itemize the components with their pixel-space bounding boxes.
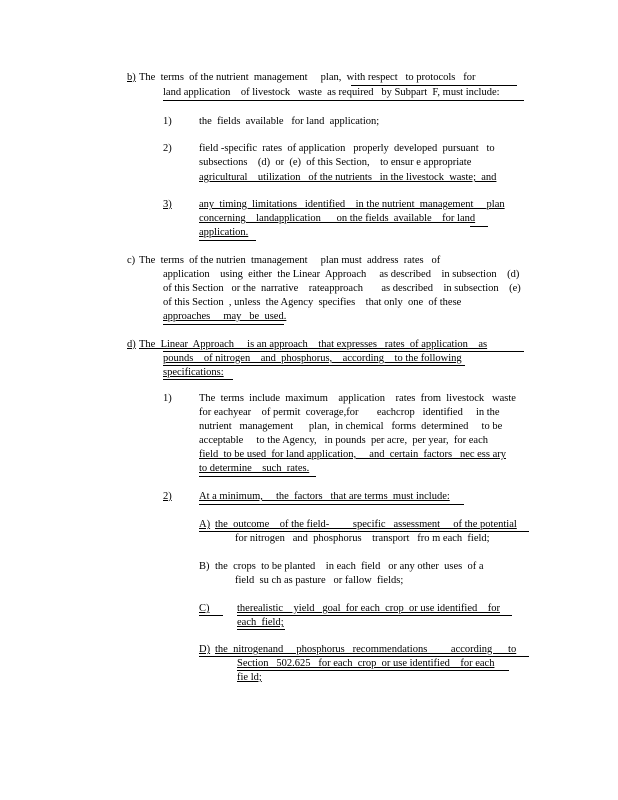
section-b-line-1: The terms of the nutrient management plan, with respect to protocols for <box>139 72 476 83</box>
section-d-item-1-line-1: The terms include maximum application rates from livestock waste <box>199 393 516 404</box>
underline <box>163 100 524 101</box>
subitem-c-line-1: therealistic yield goal for each crop or use identified for <box>237 603 500 614</box>
section-d-item-1-line-3: nutrient management plan, in chemical forms determined to be <box>199 421 503 432</box>
section-d-item-2-lead: At a minimum, the factors that are terms must include: <box>199 491 450 502</box>
underline <box>199 504 464 505</box>
section-b-item-3-line-2: concerning landapplication on the fields available for land <box>199 213 476 224</box>
subitem-a-line-1: the outcome of the field- specific assessment of the potential <box>215 519 517 530</box>
underline <box>237 670 509 671</box>
subitem-b-line-2: field su ch as pasture or fallow fields; <box>235 575 404 586</box>
section-b-item-3-line-3: application. <box>199 227 249 238</box>
section-c-line-1: The terms of the nutrien tmanagement plan must address rates of <box>139 255 441 266</box>
subitem-b-label: B) <box>199 561 210 572</box>
subitem-c-label: C) <box>199 603 210 614</box>
section-d-line-3: specifications: <box>163 367 224 378</box>
section-d-item-2-num: 2) <box>163 491 172 502</box>
section-c-line-4: of this Section , unless the Agency specifies that only one of these <box>163 297 462 308</box>
section-b-item-2-num: 2) <box>163 143 172 154</box>
section-c-line-5: approaches may be used. <box>163 311 287 322</box>
section-b-item-2-line-3: agricultural utilization of the nutrients in the livestock waste; and <box>199 172 497 183</box>
section-c-label: c) <box>127 255 136 266</box>
underline <box>199 240 256 241</box>
subitem-d-line-2: Section 502.625 for each crop or use identified for each <box>237 658 495 669</box>
section-b-line-2: land application of livestock waste as required by Subpart F, must include: <box>163 87 500 98</box>
subitem-d-line-1: the nitrogenand phosphorus recommendations according to <box>215 644 517 655</box>
section-d-item-1-line-6: to determine such rates. <box>199 463 310 474</box>
section-d-item-1-line-2: for eachyear of permit coverage,for eachcrop identified in the <box>199 407 500 418</box>
section-d-item-1-line-5: field to be used for land application, and certain factors nec ess ary <box>199 449 507 460</box>
underline <box>199 476 316 477</box>
subitem-a-line-2: for nitrogen and phosphorus transport fro m each field; <box>235 533 490 544</box>
section-d-line-2: pounds of nitrogen and phosphorus, according to the following <box>163 353 462 364</box>
section-b-item-3-line-1: any timing limitations identified in the nutrient management plan <box>199 199 505 210</box>
section-b-item-2-line-1: field -specific rates of application properly developed pursuant to <box>199 143 495 154</box>
section-b-item-1-num: 1) <box>163 116 172 127</box>
subitem-c-line-2: each field; <box>237 617 284 628</box>
section-b-item-3-num: 3) <box>163 199 172 210</box>
section-b-label: b) <box>127 72 136 83</box>
subitem-d-line-3: fie ld; <box>237 672 262 683</box>
section-d-line-1: The Linear Approach is an approach that expresses rates of application as <box>139 339 488 350</box>
section-d-label: d) <box>127 339 136 350</box>
underline <box>163 379 233 380</box>
underline <box>470 226 488 227</box>
subitem-a-label: A) <box>199 519 211 530</box>
subitem-b-line-1: the crops to be planted in each field or any other uses of a <box>215 561 484 572</box>
section-c-line-3: of this Section or the narrative rateapproach as described in subsection (e) <box>163 283 521 294</box>
section-c-line-2: application using either the Linear Approach as described in subsection (d) <box>163 269 520 280</box>
underline <box>163 324 284 325</box>
subitem-d-label: D) <box>199 644 211 655</box>
section-d-item-1-line-4: acceptable to the Agency, in pounds per acre, per year, for each <box>199 435 488 446</box>
section-b-item-1-text: the fields available for land application; <box>199 116 380 127</box>
section-d-item-1-num: 1) <box>163 393 172 404</box>
underline <box>199 615 223 616</box>
section-b-item-2-line-2: subsections (d) or (e) of this Section, to ensur e appropriate <box>199 157 472 168</box>
underline <box>237 629 285 630</box>
